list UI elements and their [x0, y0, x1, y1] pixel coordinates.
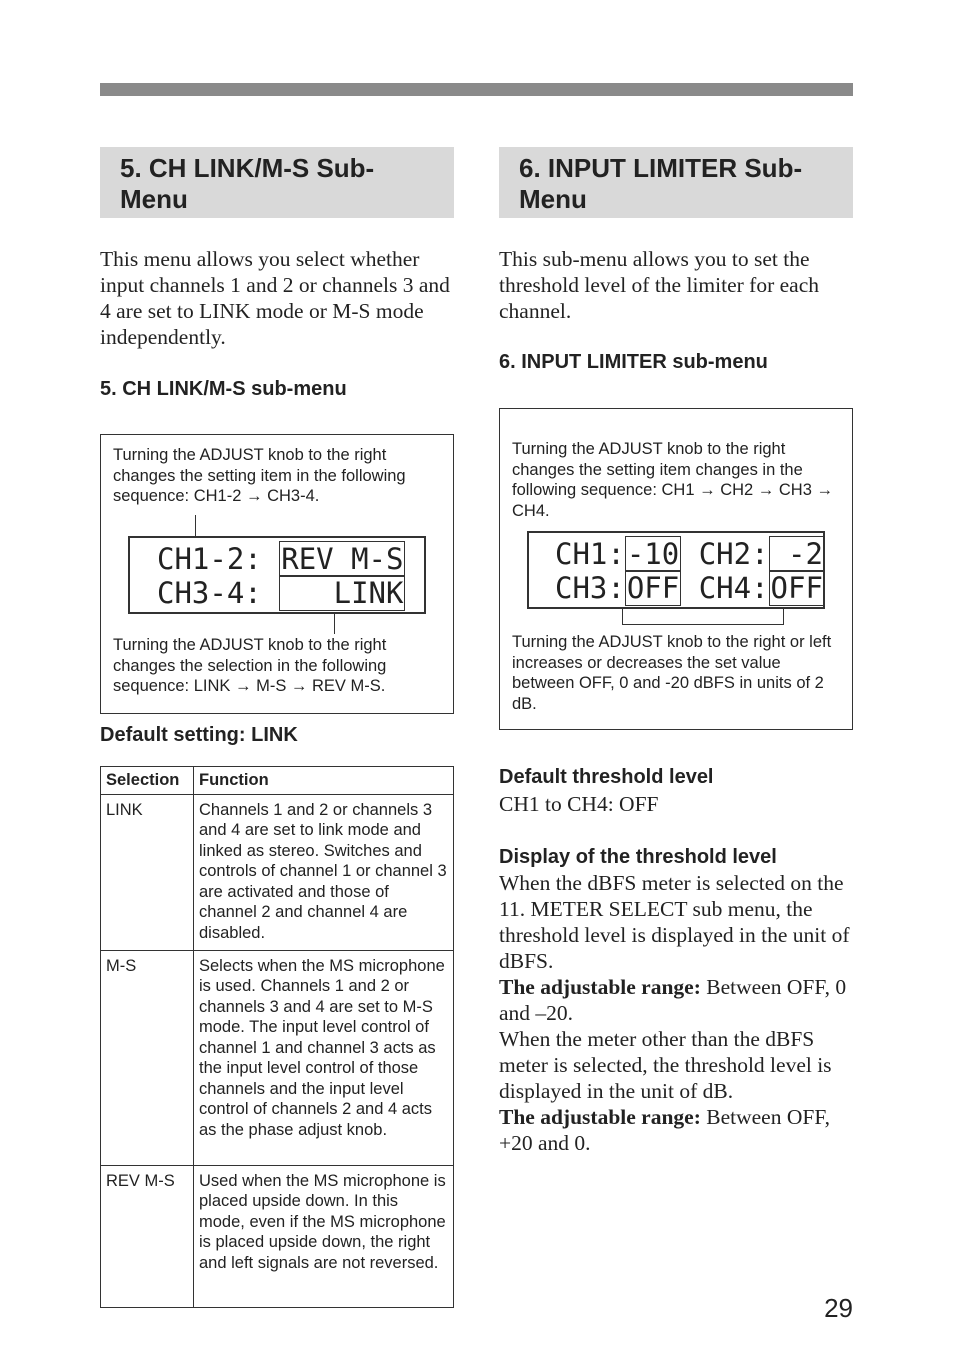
paragraph	[499, 1104, 853, 1156]
heading-line: Menu	[519, 184, 587, 214]
note-bottom: Turning the ADJUST knob to the right or left increases or decreases the set value between OFF, 0 and -20 dBFS in units of 2 dB.	[512, 633, 832, 713]
table-cell: Used when the MS microphone is placed upside down. In this mode, even if the MS microphone is placed upside down, the right and left signals are not reversed.	[194, 1165, 454, 1307]
table-cell: Channels 1 and 2 or channels 3 and 4 are set to link mode and linked as stereo. Switches and controls of channel 1 or channel 3 are activated and those of channel 2 and channel 4 are disabled.	[194, 794, 454, 950]
table-header: Selection	[101, 767, 194, 795]
section-5-intro: This menu allows you select whether input channels 1 and 2 or channels 3 and 4 are set to LINK mode or M-S mode independently.	[100, 247, 450, 349]
leader-line	[783, 609, 784, 625]
lcd-label: CH1-2:	[157, 542, 262, 576]
page-number: 29	[824, 1293, 853, 1323]
table-row	[101, 1165, 454, 1307]
function-table-wrap	[100, 766, 454, 1308]
lcd-label: CH4:	[698, 571, 769, 605]
paragraph	[499, 974, 853, 1026]
note-top: Turning the ADJUST knob to the right changes the setting item changes in the following sequence: CH1 → CH2 → CH3 → CH4.	[512, 440, 833, 520]
leader-line	[622, 609, 623, 625]
lcd-value: -2	[770, 537, 823, 571]
lcd-value: LINK	[281, 576, 404, 610]
lcd-label: CH2:	[698, 537, 769, 571]
limiter-diagram-box	[499, 408, 853, 730]
lcd-label: CH1:	[555, 537, 625, 571]
function-table	[100, 766, 454, 1308]
display-threshold-body	[499, 870, 853, 1156]
table-cell: M-S	[101, 950, 194, 1165]
note-top: Turning the ADJUST knob to the right changes the setting item in the following sequence: CH1-2 → CH3-4.	[113, 446, 406, 505]
section-5-subheading: 5. CH LINK/M-S sub-menu	[100, 378, 347, 400]
section-6-intro: This sub-menu allows you to set the threshold level of the limiter for each channel.	[499, 247, 819, 323]
table-header-row	[101, 767, 454, 795]
paragraph: When the dBFS meter is selected on the 11. METER SELECT sub menu, the threshold level is displayed in the unit of dBFS.	[499, 871, 850, 973]
table-row	[101, 950, 454, 1165]
lcd-value: OFF	[770, 571, 823, 605]
top-rule	[100, 83, 853, 96]
leader-line	[334, 614, 335, 634]
section-6-heading	[499, 147, 853, 218]
table-cell: Selects when the MS microphone is used. Channels 1 and 2 or channels 3 and 4 are set to M-S mode. The input level control of channel 1 and channel 3 acts as the input level control of those channels and the input level control of channels 2 and 4 acts as the phase adjust knob.	[194, 950, 454, 1165]
heading-line: 5. CH LINK/M-S Sub-	[120, 153, 375, 183]
lcd-value: OFF	[626, 571, 680, 605]
default-threshold-value: CH1 to CH4: OFF	[499, 792, 659, 816]
lcd-row-1	[555, 537, 825, 571]
section-5-heading	[100, 147, 454, 218]
lcd-label: CH3-4:	[157, 576, 262, 610]
lcd-label: CH3:	[555, 571, 625, 605]
lcd-row-1	[157, 542, 405, 576]
bold-label: The adjustable range:	[499, 1105, 701, 1129]
leader-line	[622, 624, 784, 625]
table-header: Function	[194, 767, 454, 795]
bold-label: The adjustable range:	[499, 975, 701, 999]
range-value: Between OFF, +20 and 0.	[499, 1105, 830, 1155]
lcd-value: -10	[626, 537, 680, 571]
display-threshold-heading: Display of the threshold level	[499, 846, 777, 868]
leader-line	[195, 515, 196, 537]
lcd-row-2	[555, 571, 825, 605]
lcd-value: REV M-S	[281, 542, 404, 576]
range-value: Between OFF, 0 and –20.	[499, 975, 847, 1025]
paragraph: When the meter other than the dBFS meter is selected, the threshold level is displayed in the unit of dB.	[499, 1027, 832, 1103]
table-cell: LINK	[101, 794, 194, 950]
lcd-display	[527, 531, 825, 609]
heading-line: Menu	[120, 184, 188, 214]
default-setting: Default setting: LINK	[100, 724, 298, 746]
lcd-display	[128, 536, 426, 614]
lcd-row-2	[157, 576, 405, 610]
table-cell: REV M-S	[101, 1165, 194, 1307]
note-bottom: Turning the ADJUST knob to the right changes the selection in the following sequence: LINK → M-S → REV M-S.	[113, 636, 387, 695]
section-6-subheading: 6. INPUT LIMITER sub-menu	[499, 351, 768, 373]
ch-link-diagram-box	[100, 434, 454, 714]
default-threshold-heading: Default threshold level	[499, 766, 714, 788]
table-row	[101, 794, 454, 950]
heading-line: 6. INPUT LIMITER Sub-	[519, 153, 803, 183]
